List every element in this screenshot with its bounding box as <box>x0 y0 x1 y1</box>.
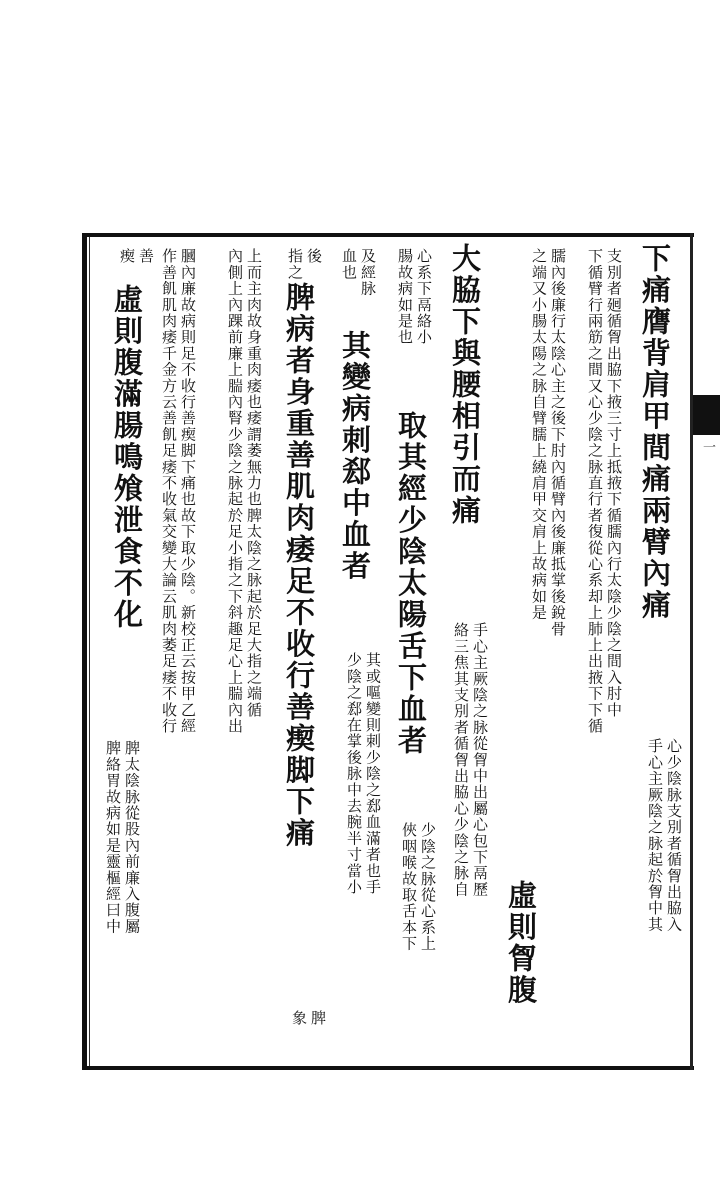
column-5-main: 取其經少陰太陽舌下血者 <box>394 410 428 757</box>
note-line: 善 <box>137 248 155 265</box>
note-line: 指之 <box>286 248 304 281</box>
note-line: 俠咽喉故取舌本下 <box>400 822 418 952</box>
frame-left-rule <box>82 233 87 1070</box>
column-5-note <box>400 822 436 952</box>
note-line: 之端又小腸太陽之脉自臂臑上繞肩甲交肩上故病如是 <box>530 248 548 621</box>
note-line: 象 <box>290 1010 308 1027</box>
note-line: 絡三焦其支別者循胷出脇心少陰之脉自 <box>452 622 470 898</box>
note-line: 少陰之郄在掌後脉中去腕半寸當小 <box>345 652 363 895</box>
column-7-main: 脾病者身重善肌肉痿足不收行善瘈脚下痛 <box>282 282 316 849</box>
column-10-note <box>104 740 140 934</box>
column-10-note-top <box>118 248 154 264</box>
column-9-notes <box>160 248 196 734</box>
column-7-note <box>290 1010 326 1026</box>
note-line: 支別者𢌞循胷出脇下掖三寸上抵掖下循臑內行太陰少陰之間入肘中 <box>605 248 623 718</box>
column-1-main: 下痛膺背肩甲間痛兩臂內痛 <box>638 243 672 621</box>
note-line: 瘈 <box>118 248 136 265</box>
note-line: 脾太陰脉從股內前廉入腹屬 <box>123 740 141 935</box>
frame-left-inner-rule <box>89 237 90 1066</box>
column-2-notes <box>586 248 622 734</box>
column-1-note <box>646 738 682 932</box>
note-line: 下循臂行兩筋之間又心少陰之脉直行者復從心系却上肺上出掖下下循 <box>586 248 604 734</box>
note-line: 上而主肉故身重肉痿也痿謂萎無力也脾太陰之脉起於足大指之端循 <box>245 248 263 718</box>
frame-right-rule <box>690 233 693 1070</box>
note-line: 其或嘔變則刺少陰之郄血滿者也手 <box>364 652 382 895</box>
column-4-note <box>452 622 488 897</box>
column-6-note <box>345 652 381 895</box>
note-line: 少陰之脉從心系上 <box>419 822 437 952</box>
column-7-note-top <box>286 248 322 280</box>
note-line: 手心主厥陰之脉從胷中出屬心包下鬲歷 <box>471 622 489 898</box>
frame-top-rule <box>84 233 694 237</box>
column-5-note-top <box>396 248 432 345</box>
column-3-notes <box>530 248 566 637</box>
note-line: 臑內後廉行太陰心主之後下肘內循臂內後廉抵掌後銳骨 <box>549 248 567 637</box>
note-line: 心少陰脉支別者循胷出脇入 <box>665 738 683 933</box>
note-line: 及經脉 <box>359 248 377 297</box>
note-line: 膕內廉故病則足不收行善瘈脚下痛也故下取少陰。新校正云按甲乙經 <box>179 248 197 734</box>
note-line: 後 <box>305 248 323 265</box>
note-line: 內側上內踝前廉上腨內腎少陰之脉起於足小指之下斜趣足心上腨內出 <box>226 248 244 734</box>
note-line: 脾 <box>309 1010 327 1027</box>
column-6-note-top <box>340 248 376 297</box>
column-6-main: 其變病刺郄中血者 <box>338 330 372 582</box>
fish-tail-mark <box>693 395 720 435</box>
note-line: 作善飢肌肉痿千金方云善飢足痿不收氣交變大論云肌肉萎足痿不收行 <box>160 248 178 734</box>
column-8-notes <box>226 248 262 734</box>
note-line: 腸故病如是也 <box>396 248 414 346</box>
note-line: 手心主厥陰之脉起於胷中其 <box>646 738 664 933</box>
note-line: 脾絡胃故病如是靈樞經曰中 <box>104 740 122 935</box>
frame-bottom-rule <box>84 1066 694 1070</box>
column-10-main: 虛則腹滿腸鳴飧泄食不化 <box>110 284 144 631</box>
edge-page-mark: 一 <box>700 440 715 453</box>
note-line: 心系下鬲絡小 <box>415 248 433 346</box>
column-3-main: 虛則胷腹 <box>504 880 538 1006</box>
note-line: 血也 <box>340 248 358 281</box>
column-4-main: 大脇下與腰相引而痛 <box>448 243 482 527</box>
